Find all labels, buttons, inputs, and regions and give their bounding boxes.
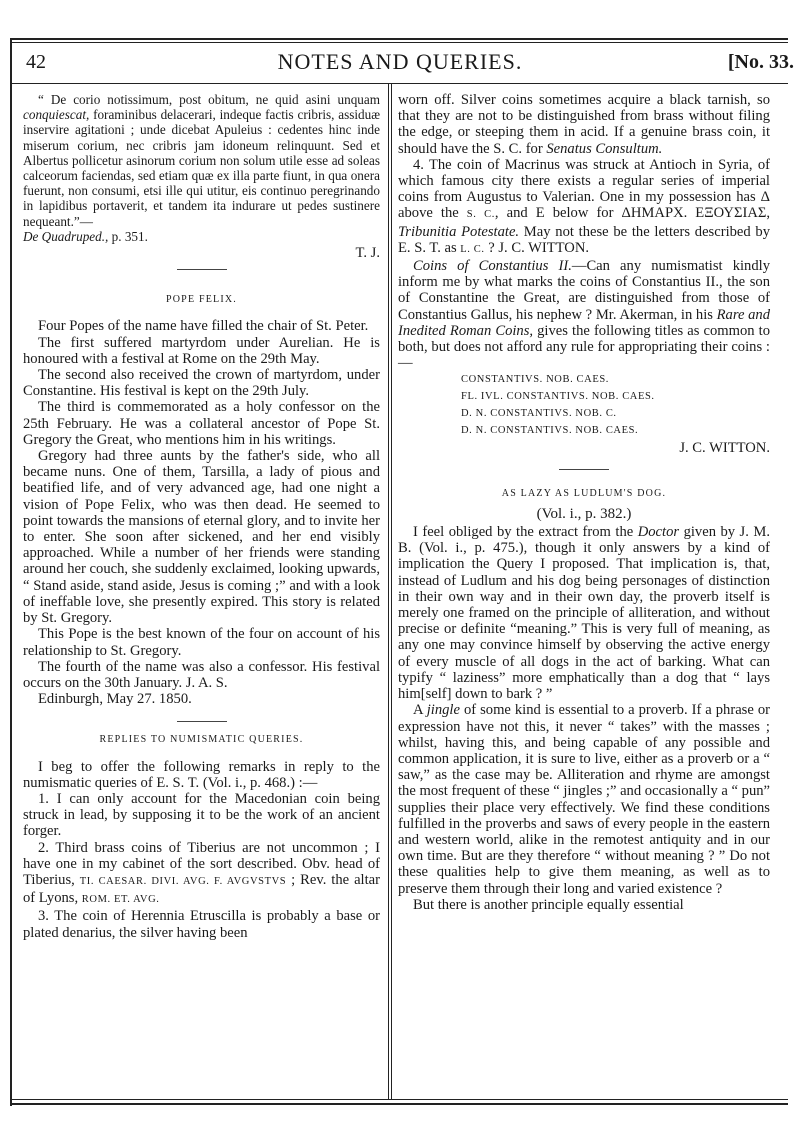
paragraph: The first suffered martyrdom under Aurelian. He is honoured with a festival at Rome on the 29th May. (23, 334, 380, 367)
paragraph: This Pope is the best known of the four on account of his relationship to St. Gregory. (23, 626, 380, 659)
page-number: 42 (26, 51, 46, 73)
column-divider (388, 84, 389, 1100)
quote-signature: T. J. (355, 245, 380, 262)
column-divider-second (391, 84, 392, 1100)
right-column (398, 92, 770, 913)
bottom-rule-thin (10, 1099, 788, 1100)
separator-rule (177, 721, 227, 722)
paragraph: I beg to offer the following remarks in reply to the numismatic queries of E. S. T. (Vol. i., p. 468.) :— (23, 758, 380, 791)
paragraph: 2. Third brass coins of Tiberius are not uncommon ; I have one in my cabinet of the sort described. Obv. head of Tiberius, TI. CAESAR. DIVI. AVG. F. AVGVSTVS ; Rev. the altar of Lyons, ROM. ET. AVG. (23, 839, 380, 907)
left-border-rule (10, 38, 12, 1106)
constantius-signature: J. C. WITTON. (679, 440, 770, 457)
issue-number: [No. 33. (727, 51, 794, 73)
paragraph: I feel obliged by the extract from the Doctor given by J. M. B. (Vol. i., p. 475.), though it only answers by a kind of implication the Query I proposed. That implication is, that, instead of Ludlum and his dog being personages of distinction in their own way and in their own day, the proverb itself is merely one framed on the principle of alliteration, and without precise or definite “meaning.” This is very full of meaning, as any one may convince himself by observing the active energy of every muscle of all dogs in the act of barking. What can typify “ laziness” more emphatically than a dog that “ lays him[self] down to bark ? ” (398, 524, 770, 703)
separator-rule (559, 469, 609, 470)
coin-title: D. N. CONSTANTIVS. NOB. C. (461, 408, 617, 420)
bottom-rule-thick (10, 1103, 788, 1105)
latin-quotation: “ De corio notissimum, post obitum, ne quid asini unquam conquiescat, foraminibus delacerari, indeque factis cribris, assiduæ inservire agitationi ; unde dicebat Apuleius : cedentes hinc inde miserum corium, nec cribris jam idoneum relinquunt. Sed et Albertus pollicetur asinorum corium non solum utile esse ad soleas calceorum faciendas, sed etiam quæ ex illa parte fiunt, in qua onera fuerunt, non consumi, etsi ille qui utitur, eis continuo peregrinando in lapidibus portaverit, et tandem ita indurare ut pedes sustinere nequeant.”— De Quadruped., p. 351. (23, 92, 380, 244)
paragraph: The second also received the crown of martyrdom, under Constantine. His festival is kept on the 29th July. (23, 367, 380, 400)
volume-reference: (Vol. i., p. 382.) (536, 505, 632, 522)
left-column (23, 92, 380, 941)
separator-rule (177, 269, 227, 270)
paragraph: 3. The coin of Herennia Etruscilla is probably a base or plated denarius, the silver having been (23, 908, 380, 941)
paragraph: A jingle of some kind is essential to a proverb. If a phrase or expression have not this, it never “ takes” with the masses ; whilst, having this, and being capable of any possible and common application, it is sure to live, either as a proverb or a “ saw,” as the case may be. Alliteration and rhyme are amongst the most frequent of these “ jingles ;” and occasionally a “ pun” supplies their place very effectively. We find these conditions fulfilled in the proverbs and saws of every people in the eastern and western world, alike in the remotest antiquity and in our own time. But are they therefore “ without meaning ? ” Do not these qualities help to give them meaning, as well as to preserve them through their long and varied existence ? (398, 702, 771, 897)
top-rule-thick (10, 38, 788, 40)
dateline: Edinburgh, May 27. 1850. (38, 691, 192, 708)
header-rule (10, 83, 788, 84)
coin-title: D. N. CONSTANTIVS. NOB. CAES. (461, 425, 639, 437)
paragraph-constantius: Coins of Constantius II.—Can any numismatist kindly inform me by what marks the coins of Constantius II., the son of Constantine the Great, are distinguished from those of Constantius Gallus, his nephew ? Mr. Akerman, in his Rare and Inedited Roman Coins, gives the following titles as common to both, but does not afford any rule for appropriating their coins :— (398, 258, 770, 372)
section-heading-numismatic: REPLIES TO NUMISMATIC QUERIES. (99, 734, 304, 746)
section-heading-pope-felix: POPE FELIX. (166, 294, 237, 306)
coin-title: CONSTANTIVS. NOB. CAES. (461, 374, 610, 386)
paragraph: The third is commemorated as a holy confessor on the 25th February. He was a collateral ancestor of Pope St. Gregory the Great, who mentions him in his writings. (23, 399, 380, 448)
paragraph: The fourth of the name was also a confessor. His festival occurs on the 30th January. J. A. S. (23, 658, 380, 691)
paragraph-continued: worn off. Silver coins sometimes acquire a black tarnish, so that they are not to be distinguished from brass without filing the edge, or steeping them in acid. If a genuine brass coin, it should have the S. C. for Senatus Consultum. (398, 92, 770, 157)
top-rule-thin (10, 42, 788, 43)
coin-title: FL. IVL. CONSTANTIVS. NOB. CAES. (461, 391, 655, 403)
paragraph: 4. The coin of Macrinus was struck at Antioch in Syria, of which famous city there exists a regular series of imperial coins from Augustus to Valerian. One in my possession has Δ above the S. C., and E below for ΔΗΜΑΡΧ. ΕΞΟΥΣΙΑΣ, Tribunitia Potestate. May not these be the letters described by E. S. T. as L. C. ? J. C. WITTON. (398, 156, 771, 256)
paragraph: But there is another principle equally essential (413, 896, 684, 913)
section-heading-ludlum: AS LAZY AS LUDLUM'S DOG. (501, 487, 667, 499)
paragraph: 1. I can only account for the Macedonian coin being struck in lead, by supposing it to be the work of an ancient forger. (23, 790, 380, 840)
paragraph: Gregory had three aunts by the father's side, who all became nuns. One of them, Tarsilla, a lady of pious and beatified life, and of very advanced age, had one night a vision of Pope Felix, who was then dead. He seemed to point towards the mansions of eternal glory, and to invite her to enter. She soon after sickened, and her end visibly approached. While a number of her friends were standing around her couch, she suddenly exclaimed, looking upwards, “ Stand aside, stand aside, Jesus is coming ;” and with a look of ineffable love, she presently expired. This story is related by St. Gregory. (23, 448, 380, 627)
running-title: NOTES AND QUERIES. (277, 49, 523, 74)
paragraph: Four Popes of the name have filled the chair of St. Peter. (38, 318, 369, 335)
